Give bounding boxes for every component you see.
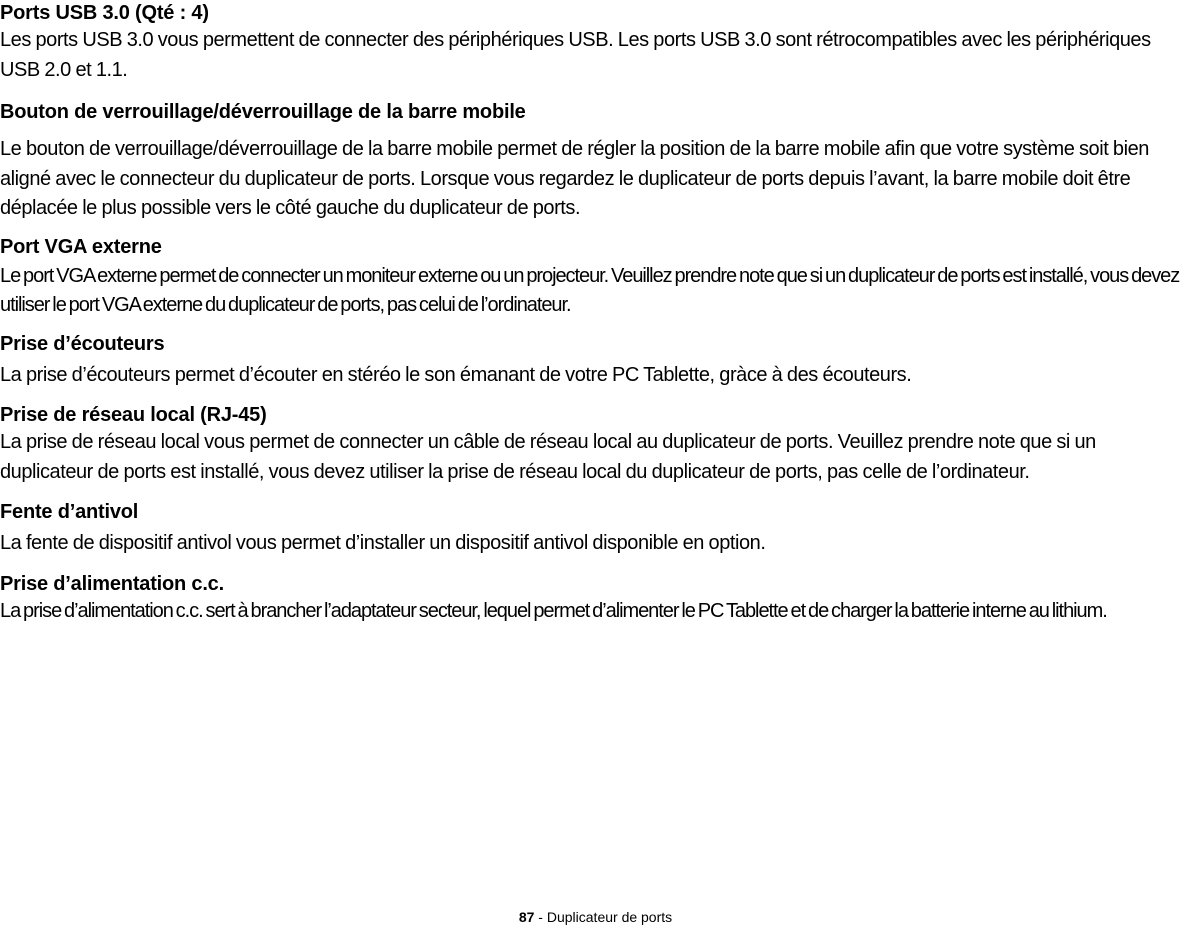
page-footer	[0, 908, 1191, 926]
section-heading: Prise d’écouteurs	[0, 332, 165, 355]
chapter-title: Duplicateur de ports	[546, 909, 673, 925]
section-headphone-jack	[0, 321, 1190, 391]
section-paragraph: La prise de réseau local vous permet de connecter un câble de réseau local au duplicateur de ports. Veuillez prendre note que si un duplicateur de ports est installé, vous devez utiliser la prise de réseau local du duplicateur de ports, pas celle de l’ordinateur.	[0, 431, 1096, 483]
section-vga-port	[0, 224, 1190, 321]
section-heading: Ports USB 3.0 (Qté : 4)	[0, 2, 209, 24]
section-heading: Prise d’alimentation c.c.	[0, 572, 224, 595]
section-paragraph: La prise d’alimentation c.c. sert à brancher l’adaptateur secteur, lequel permet d’alimenter le PC Tablette et de charger la batterie interne au lithium.	[0, 599, 1107, 622]
section-heading: Prise de réseau local (RJ-45)	[0, 404, 267, 426]
section-paragraph: Les ports USB 3.0 vous permettent de connecter des périphériques USB. Les ports USB 3.0 sont rétrocompatibles avec les périphériques USB 2.0 et 1.1.	[0, 29, 1151, 81]
section-paragraph: La fente de dispositif antivol vous permet d’installer un dispositif antivol disponible en option.	[0, 532, 766, 554]
section-paragraph: Le bouton de verrouillage/déverrouillage de la barre mobile permet de régler la position de la barre mobile afin que votre système soit bien aligné avec le connecteur du duplicateur de ports. Lorsque vous regardez le duplicateur de ports depuis l’avant, la barre mobile doit être déplacée le plus possible vers le côté gauche du duplicateur de ports.	[0, 138, 1149, 219]
section-usb-ports	[0, 0, 1190, 85]
page-number: 87	[518, 909, 535, 925]
section-heading: Fente d’antivol	[0, 501, 139, 523]
footer-separator: -	[534, 909, 547, 925]
section-heading: Port VGA externe	[0, 235, 162, 258]
section-security-slot	[0, 487, 1190, 559]
section-heading: Bouton de verrouillage/déverrouillage de la barre mobile	[0, 101, 526, 123]
section-lan-jack	[0, 390, 1190, 487]
section-dc-power-jack	[0, 559, 1190, 627]
section-paragraph: La prise d’écouteurs permet d’écouter en stéréo le son émanant de votre PC Tablette, gràce à des écouteurs.	[0, 363, 912, 386]
section-lock-button	[0, 85, 1190, 224]
section-paragraph: Le port VGA externe permet de connecter un moniteur externe ou un projecteur. Veuillez prendre note que si un duplicateur de ports est installé, vous devez utiliser le port VGA externe du duplicateur de ports, pas celui de l’ordinateur.	[0, 264, 1180, 316]
